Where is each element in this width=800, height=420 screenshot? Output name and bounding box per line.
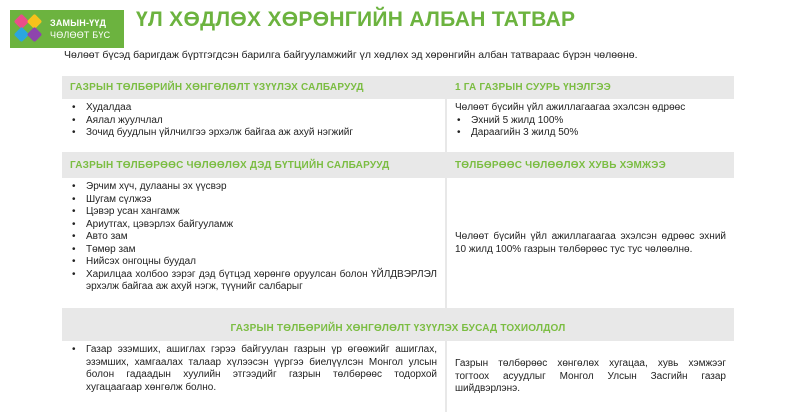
logo-line2: ЧӨЛӨӨТ БҮС (50, 30, 111, 40)
list-item: • Дараагийн 3 жилд 50% (455, 127, 726, 140)
header-discount-sectors: ГАЗРЫН ТӨЛБӨРИЙН ХӨНГӨЛӨЛТ ҮЗҮҮЛЭХ САЛБАРУУД (62, 76, 445, 98)
list-item: • Нийсэх онгоцны буудал (70, 256, 437, 269)
list-item: • Худалдаа (70, 102, 437, 115)
page-subtitle: Чөлөөт бүсэд баригдаж бүртгэгдсэн барилга байгууламжийг үл хөдлөх эд хөрөнгийн албан татвараас бүрэн чөлөөнө. (64, 49, 638, 61)
exemption-rate-cell (447, 178, 734, 308)
header-base-value: 1 ГА ГАЗРЫН СУУРЬ ҮНЭЛГЭЭ (447, 76, 734, 98)
other-cases-list (62, 341, 445, 412)
list-item: • Эхний 5 жилд 100% (455, 115, 726, 128)
list-item: • Ариутгах, цэвэрлэх байгууламж (70, 219, 437, 232)
list-item: • Авто зам (70, 231, 437, 244)
discount-sectors-list (62, 99, 445, 152)
list-item: • Эрчим хүч, дулааны эх үүсвэр (70, 181, 437, 194)
header-exemption-rate: ТӨЛБӨРӨӨС ЧӨЛӨӨЛӨХ ХУВЬ ХЭМЖЭЭ (447, 153, 734, 177)
other-cases-decision-cell (447, 341, 734, 412)
page-title: ҮЛ ХӨДЛӨХ ХӨРӨНГИЙН АЛБАН ТАТВАР (136, 8, 576, 31)
list-item: • Аялал жуулчлал (70, 115, 437, 128)
list-item: • Газар эзэмших, ашиглах гэрээ байгуулан газрын үр өгөөжийг ашиглах, эзэмших, хамгаалах талаар хүлээсэн үүргээ биелүүлсэн Монгол улсын болон гадаадын хуулийн этгээдийг газрын төлбөрөөс тодорхой хугацаагаар хөнгөлж болно. (70, 344, 437, 394)
list-item: • Цэвэр усан хангамж (70, 206, 437, 219)
header-other-cases: ГАЗРЫН ТӨЛБӨРИЙН ХӨНГӨЛӨЛТ ҮЗҮҮЛЭХ БУСАД ТОХИОЛДОЛ (62, 316, 734, 340)
logo-mark-icon (14, 14, 44, 44)
exempt-infrastructure-list (62, 178, 445, 308)
list-item: • Зочид буудлын үйлчилгээ эрхэлж байгаа аж ахуй нэгжийг (70, 127, 437, 140)
list-item: • Харилцаа холбоо зэрэг дэд бүтцэд хөрөнгө оруулсан болон ҮЙЛДВЭРЛЭЛ эрхэлж байгаа аж ахуй нэгж, түүнийг салбарыг (70, 269, 437, 294)
exemption-rate-text: Чөлөөт бүсийн үйл ажиллагаагаа эхэлсэн өдрөөс эхний 10 жилд 100% газрын төлбөрөөс тус тус чөлөөлнө. (455, 231, 726, 255)
list-item: • Шугам сүлжээ (70, 194, 437, 207)
logo-line1: ЗАМЫН-ҮҮД (50, 18, 107, 28)
zamyn-uud-logo (10, 10, 124, 48)
header-exempt-infrastructure: ГАЗРЫН ТӨЛБӨРӨӨС ЧӨЛӨӨЛӨХ ДЭД БҮТЦИЙН САЛБАРУУД (62, 153, 445, 177)
other-cases-decision-text: Газрын төлбөрөөс хөнгөлөх хугацаа, хувь хэмжээг тогтоох асуудлыг Монгол Улсын Засгийн газар шийдвэрлэнэ. (455, 358, 726, 395)
base-value-cell (447, 99, 734, 152)
logo-text (50, 17, 110, 41)
tax-table (62, 76, 734, 412)
list-item: • Төмөр зам (70, 244, 437, 257)
base-value-intro: Чөлөөт бүсийн үйл ажиллагаагаа эхэлсэн өдрөөс (455, 102, 686, 113)
